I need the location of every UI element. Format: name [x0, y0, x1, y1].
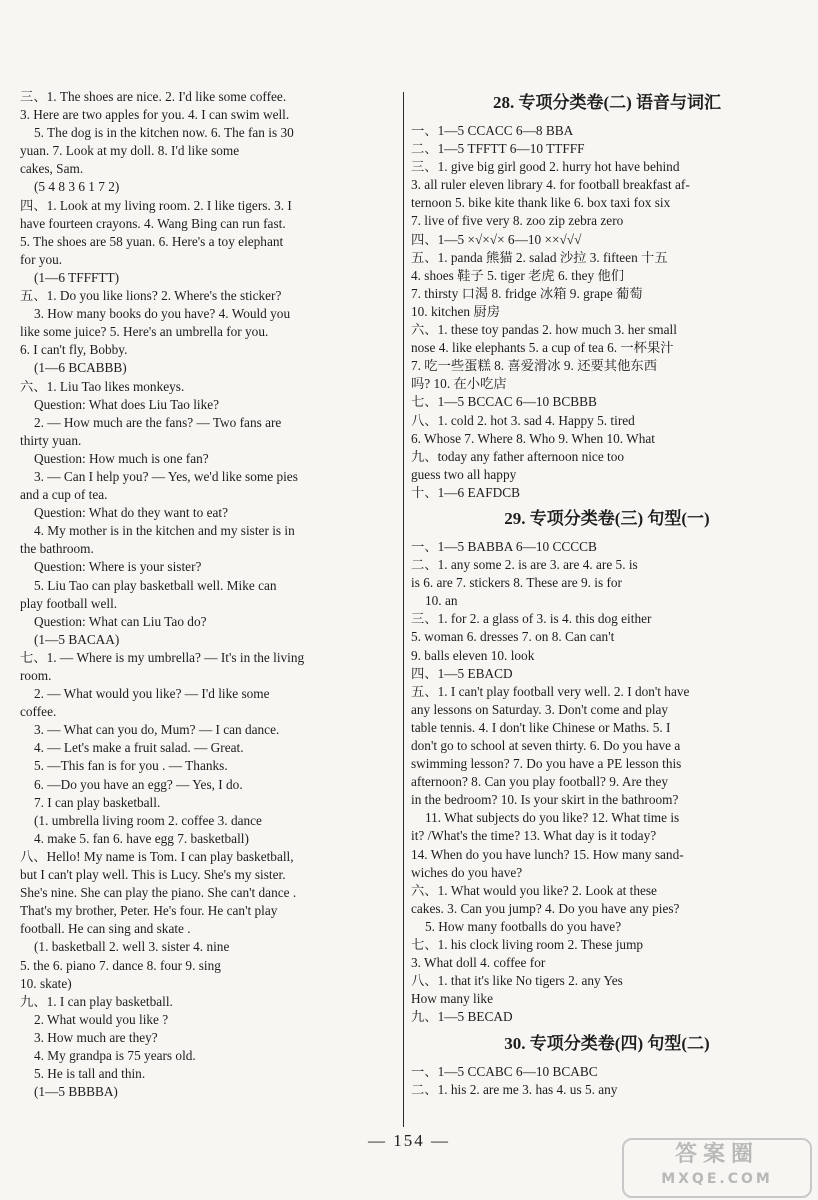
- answer-line: yuan. 7. Look at my doll. 8. I'd like some: [20, 143, 240, 159]
- answer-line: nose 4. like elephants 5. a cup of tea 6. 一杯果汁: [411, 340, 674, 356]
- answer-line: but I can't play well. This is Lucy. She's my sister.: [20, 867, 286, 883]
- answer-line: 5. The shoes are 58 yuan. 6. Here's a toy elephant: [20, 233, 284, 249]
- answer-line: is 6. are 7. stickers 8. These are 9. is for: [411, 575, 622, 591]
- answer-column-left: [20, 88, 398, 1101]
- answer-line: 六、1. Liu Tao likes monkeys.: [20, 378, 185, 394]
- section-heading: 28. 专项分类卷(二) 语音与词汇: [492, 93, 722, 112]
- answer-line: 二、1. any some 2. is are 3. are 4. are 5. is: [411, 557, 638, 573]
- answer-line: 10. an: [425, 593, 458, 609]
- answer-line: 5. Liu Tao can play basketball well. Mike can: [34, 577, 277, 593]
- answer-line: 五、1. I can't play football very well. 2. I don't have: [411, 683, 690, 699]
- answer-line: any lessons on Saturday. 3. Don't come and play: [411, 701, 669, 717]
- answer-line: 4. — Let's make a fruit salad. — Great.: [34, 740, 244, 756]
- answer-line: (1—5 BACAA): [34, 631, 120, 647]
- answer-line: have fourteen crayons. 4. Wang Bing can run fast.: [20, 215, 286, 231]
- answer-line: 一、1—5 CCABC 6—10 BCABC: [411, 1063, 598, 1079]
- answer-line: 10. skate): [20, 975, 72, 991]
- answer-line: Question: Where is your sister?: [34, 559, 202, 575]
- answer-line: 3. How much are they?: [34, 1029, 158, 1045]
- answer-line: 三、1. give big girl good 2. hurry hot have behind: [411, 159, 680, 175]
- answer-line: (5 4 8 3 6 1 7 2): [34, 179, 120, 195]
- answer-line: Question: What do they want to eat?: [34, 505, 228, 521]
- answer-line: 3. Here are two apples for you. 4. I can swim well.: [20, 107, 290, 123]
- answer-line: 二、1—5 TFFTT 6—10 TTFFF: [411, 141, 585, 157]
- answer-line: for you.: [20, 251, 63, 267]
- answer-line: 7. 吃一些蛋糕 8. 喜爱滑冰 9. 还要其他东西: [411, 358, 657, 374]
- answer-line: room.: [20, 668, 52, 683]
- answer-line: 6. —Do you have an egg? — Yes, I do.: [34, 776, 243, 792]
- answer-line: it? /What's the time? 13. What day is it today?: [411, 828, 657, 844]
- answer-line: 5. —This fan is for you . — Thanks.: [34, 758, 228, 774]
- answer-line: (1—6 BCABBB): [34, 360, 127, 376]
- answer-line: 2. — How much are the fans? — Two fans are: [34, 414, 282, 430]
- answer-column-right: [411, 88, 803, 1099]
- answer-line: 3. — Can I help you? — Yes, we'd like some pies: [34, 468, 298, 484]
- answer-line: 5. the 6. piano 7. dance 8. four 9. sing: [20, 957, 221, 973]
- page-number: — 154 —: [368, 1131, 450, 1150]
- answer-line: (1—6 TFFFTT): [34, 269, 120, 285]
- answer-line: coffee.: [20, 704, 57, 720]
- answer-line: Question: How much is one fan?: [34, 450, 209, 466]
- answer-line: 2. — What would you like? — I'd like some: [34, 686, 270, 702]
- answer-line: That's my brother, Peter. He's four. He can't play: [20, 903, 278, 919]
- answer-line: 4. make 5. fan 6. have egg 7. basketball): [34, 830, 249, 846]
- answer-line: (1—5 BBBBA): [34, 1084, 118, 1100]
- answer-line: Question: What can Liu Tao do?: [34, 613, 207, 629]
- answer-line: 5. The dog is in the kitchen now. 6. The fan is 30: [34, 125, 294, 141]
- answer-line: 6. I can't fly, Bobby.: [20, 342, 128, 358]
- answer-line: 吗? 10. 在小吃店: [411, 376, 507, 392]
- column-divider: [403, 92, 404, 1127]
- answer-line: play football well.: [20, 595, 118, 611]
- answer-line: Question: What does Liu Tao like?: [34, 396, 220, 412]
- section-heading: 30. 专项分类卷(四) 句型(二): [504, 1033, 710, 1053]
- answer-line: 7. I can play basketball.: [34, 794, 161, 810]
- answer-line: 6. Whose 7. Where 8. Who 9. When 10. What: [411, 430, 655, 446]
- answer-line: cakes, Sam.: [20, 161, 84, 177]
- answer-line: 十、1—6 EAFDCB: [411, 484, 520, 500]
- answer-line: 4. My mother is in the kitchen and my sister is in: [34, 523, 295, 539]
- answer-line: 2. What would you like ?: [34, 1011, 169, 1027]
- answer-line: 七、1—5 BCCAC 6—10 BCBBB: [411, 394, 597, 410]
- section-heading: 29. 专项分类卷(三) 句型(一): [504, 508, 710, 528]
- answer-line: afternoon? 8. Can you play football? 9. Are they: [411, 774, 668, 790]
- answer-line: 4. My grandpa is 75 years old.: [34, 1047, 196, 1063]
- answer-line: She's nine. She can play the piano. She can't dance .: [20, 885, 297, 901]
- answer-line: 二、1. his 2. are me 3. has 4. us 5. any: [411, 1081, 618, 1097]
- answer-line: 三、1. The shoes are nice. 2. I'd like some coffee.: [20, 89, 287, 104]
- answer-line: 一、1—5 CCACC 6—8 BBA: [411, 123, 574, 138]
- answer-line: guess two all happy: [411, 466, 517, 482]
- answer-line: 八、Hello! My name is Tom. I can play basketball,: [20, 848, 294, 864]
- answer-line: 七、1. — Where is my umbrella? — It's in the living: [20, 649, 305, 665]
- answer-line: 11. What subjects do you like? 12. What time is: [425, 810, 680, 826]
- answer-line: (1. umbrella living room 2. coffee 3. dance: [34, 812, 262, 828]
- answer-line: 3. What doll 4. coffee for: [411, 955, 546, 971]
- answer-line: table tennis. 4. I don't like Chinese or Maths. 5. I: [411, 719, 671, 735]
- answer-line: 五、1. panda 熊猫 2. salad 沙拉 3. fifteen 十五: [411, 249, 668, 265]
- answer-line: 八、1. that it's like No tigers 2. any Yes: [411, 973, 623, 989]
- watermark-url: MXQE.COM: [661, 1171, 773, 1187]
- watermark-text: 答案圈: [674, 1142, 759, 1167]
- answer-line: ternoon 5. bike kite thank like 6. box taxi fox six: [411, 195, 671, 211]
- answer-line: 5. How many footballs do you have?: [425, 918, 622, 934]
- answer-line: cakes. 3. Can you jump? 4. Do you have any pies?: [411, 900, 680, 916]
- answer-line: How many like: [411, 991, 493, 1007]
- answer-line: like some juice? 5. Here's an umbrella for you.: [20, 324, 269, 340]
- answer-line: don't go to school at seven thirty. 6. Do you have a: [411, 738, 681, 753]
- answer-line: 14. When do you have lunch? 15. How many sand-: [411, 846, 684, 862]
- answer-line: 5. He is tall and thin.: [34, 1066, 146, 1082]
- answer-line: 10. kitchen 厨房: [411, 303, 501, 319]
- answer-line: 七、1. his clock living room 2. These jump: [411, 937, 644, 953]
- answer-line: and a cup of tea.: [20, 487, 108, 503]
- answer-line: 九、1. I can play basketball.: [20, 993, 173, 1009]
- answer-line: 5. woman 6. dresses 7. on 8. Can can't: [411, 629, 615, 645]
- answer-line: 三、1. for 2. a glass of 3. is 4. this dog either: [411, 611, 652, 627]
- answer-line: 一、1—5 BABBA 6—10 CCCCB: [411, 538, 597, 554]
- answer-line: 3. — What can you do, Mum? — I can dance.: [34, 722, 280, 738]
- answer-line: in the bedroom? 10. Is your skirt in the bathroom?: [411, 792, 679, 808]
- answer-line: thirty yuan.: [20, 432, 82, 448]
- answer-line: the bathroom.: [20, 541, 94, 557]
- answer-line: 7. thirsty 口渴 8. fridge 冰箱 9. grape 葡萄: [411, 285, 643, 301]
- answer-line: 4. shoes 鞋子 5. tiger 老虎 6. they 他们: [411, 267, 625, 283]
- answer-line: 3. all ruler eleven library 4. for football breakfast af-: [411, 177, 690, 193]
- answer-line: wiches do you have?: [411, 864, 523, 880]
- answer-line: 7. live of five very 8. zoo zip zebra zero: [411, 213, 624, 229]
- answer-line: swimming lesson? 7. Do you have a PE lesson this: [411, 756, 682, 772]
- answer-line: 3. How many books do you have? 4. Would you: [34, 306, 291, 322]
- answer-line: 9. balls eleven 10. look: [411, 647, 535, 663]
- answer-line: 六、1. What would you like? 2. Look at these: [411, 882, 657, 898]
- answer-line: 四、1. Look at my living room. 2. I like tigers. 3. I: [20, 197, 292, 213]
- answer-line: 四、1—5 EBACD: [411, 665, 513, 681]
- answer-line: (1. basketball 2. well 3. sister 4. nine: [34, 939, 230, 955]
- answer-line: 八、1. cold 2. hot 3. sad 4. Happy 5. tired: [411, 412, 635, 428]
- watermark-logo: [622, 1138, 812, 1198]
- answer-line: 九、today any father afternoon nice too: [411, 448, 625, 464]
- answer-line: 四、1—5 ×√×√× 6—10 ××√√√: [411, 231, 582, 247]
- answer-line: football. He can sing and skate .: [20, 921, 191, 937]
- answer-line: 九、1—5 BECAD: [411, 1009, 513, 1025]
- answer-line: 五、1. Do you like lions? 2. Where's the sticker?: [20, 288, 282, 304]
- answer-line: 六、1. these toy pandas 2. how much 3. her small: [411, 322, 677, 338]
